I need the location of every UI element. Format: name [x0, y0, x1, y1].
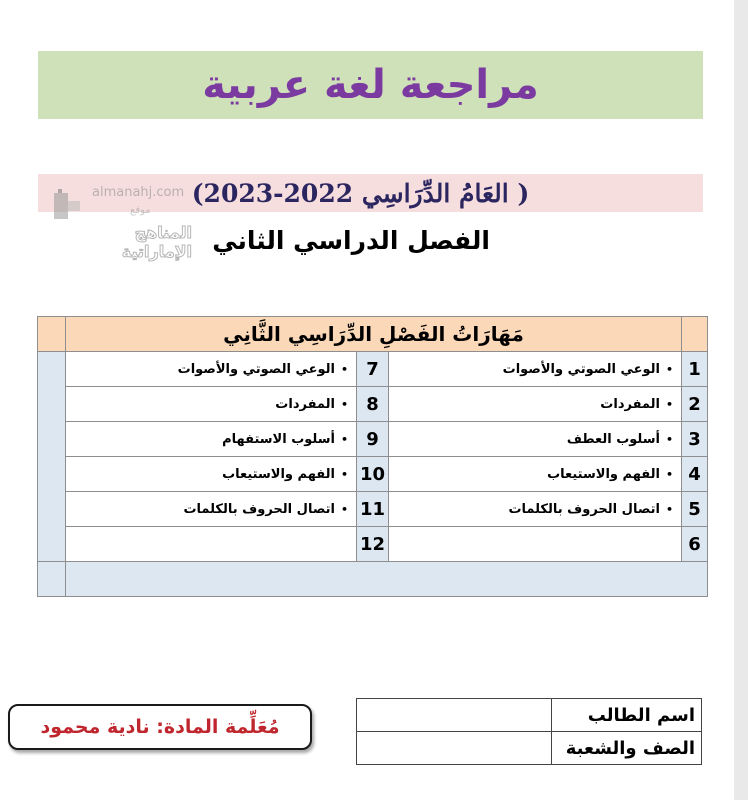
bullet-icon: • [665, 432, 674, 446]
bullet-icon: • [665, 397, 674, 411]
skill-item-left [66, 492, 357, 527]
skill-text: المفردات [600, 396, 660, 412]
skill-item-right [389, 527, 682, 562]
skill-item-left [66, 387, 357, 422]
bullet-icon: • [340, 362, 349, 376]
table-row [38, 457, 708, 492]
page-title: مراجعة لغة عربية [202, 62, 539, 108]
watermark [52, 183, 192, 261]
title-banner [38, 51, 703, 119]
table-row [38, 352, 708, 387]
skill-item-right [389, 457, 682, 492]
table-left-edge [38, 352, 66, 562]
bullet-icon: • [665, 362, 674, 376]
row-number-right: 5 [682, 492, 708, 527]
row-number-left: 8 [357, 387, 389, 422]
skill-item-left [66, 527, 357, 562]
table-row [38, 492, 708, 527]
student-class-label: الصف والشعبة [552, 732, 702, 765]
bullet-icon: • [665, 502, 674, 516]
skill-text: الفهم والاستيعاب [547, 466, 660, 482]
bullet-icon: • [340, 397, 349, 411]
row-number-right: 2 [682, 387, 708, 422]
table-row [38, 422, 708, 457]
skill-text: اتصال الحروف بالكلمات [508, 501, 660, 517]
bullet-icon: • [665, 467, 674, 481]
watermark-name: المناهج الإماراتية [121, 223, 192, 261]
skill-text: المفردات [275, 396, 335, 412]
table-header-row [38, 317, 708, 352]
row-number-left: 9 [357, 422, 389, 457]
skill-text: اتصال الحروف بالكلمات [183, 501, 335, 517]
row-number-left: 7 [357, 352, 389, 387]
skill-text: الفهم والاستيعاب [222, 466, 335, 482]
table-footer-row [38, 562, 708, 597]
watermark-logo-icon [52, 189, 82, 223]
page-edge-strip [734, 0, 748, 800]
skills-table [37, 316, 708, 597]
bullet-icon: • [340, 502, 349, 516]
row-number-left: 10 [357, 457, 389, 492]
skill-item-left [66, 352, 357, 387]
teacher-name: مُعَلِّمة المادة: نادية محمود [40, 716, 280, 738]
bullet-icon: • [340, 467, 349, 481]
skills-heading: مَهَارَاتُ الفَصْلِ الدِّرَاسِي الثَّانِي [66, 317, 682, 352]
skill-item-right [389, 422, 682, 457]
watermark-site: almanahj.com [92, 185, 185, 200]
skill-item-left [66, 457, 357, 492]
row-number-right: 6 [682, 527, 708, 562]
student-class-field[interactable] [357, 732, 552, 765]
watermark-small: موقع [130, 205, 151, 216]
skill-text: الوعي الصوتي والأصوات [177, 361, 335, 377]
skill-text: الوعي الصوتي والأصوات [502, 361, 660, 377]
row-number-left: 11 [357, 492, 389, 527]
skill-item-right [389, 352, 682, 387]
student-name-field[interactable] [357, 699, 552, 732]
skill-item-right [389, 492, 682, 527]
table-footer-edge [38, 562, 66, 597]
student-name-row [357, 699, 702, 732]
skill-text: أسلوب الاستفهام [222, 431, 335, 447]
teacher-name-box [8, 704, 312, 750]
table-row [38, 527, 708, 562]
table-row [38, 387, 708, 422]
student-info-table [356, 698, 702, 765]
skill-item-left [66, 422, 357, 457]
table-footer-cell [66, 562, 708, 597]
row-number-right: 3 [682, 422, 708, 457]
skill-text: أسلوب العطف [566, 431, 660, 447]
table-header-corner-left [38, 317, 66, 352]
row-number-right: 4 [682, 457, 708, 492]
term-heading: الفصل الدراسي الثاني [212, 226, 490, 255]
bullet-icon: • [340, 432, 349, 446]
student-name-label: اسم الطالب [552, 699, 702, 732]
student-class-row [357, 732, 702, 765]
academic-year: ( العَامُ الدِّرَاسِي 2022-2023) [191, 178, 530, 208]
row-number-left: 12 [357, 527, 389, 562]
row-number-right: 1 [682, 352, 708, 387]
skill-item-right [389, 387, 682, 422]
table-header-corner-right [682, 317, 708, 352]
